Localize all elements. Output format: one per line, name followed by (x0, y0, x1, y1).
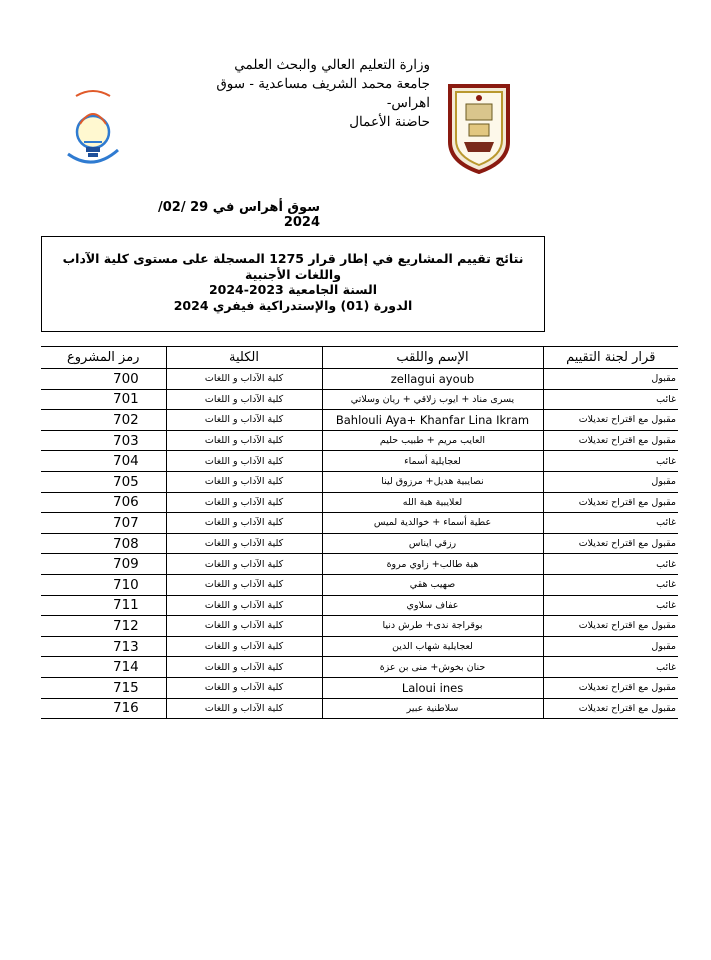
table-row (41, 451, 678, 472)
incubator-name: حاضنة الأعمال (349, 114, 430, 130)
decision-cell: مقبول مع اقتراح تعديلات (543, 616, 678, 637)
table-row (41, 574, 678, 595)
faculty-cell: كلية الآداب و اللغات (166, 369, 322, 390)
university-crest-icon (450, 86, 508, 172)
faculty-cell: كلية الآداب و اللغات (166, 513, 322, 534)
decision-cell: مقبول مع اقتراح تعديلات (543, 430, 678, 451)
name-cell: سلاطنية عبير (322, 698, 543, 719)
code-cell: 711 (41, 595, 166, 616)
name-cell: عطية أسماء + خوالدية لميس (322, 513, 543, 534)
name-cell: لعلايبية هبة الله (322, 492, 543, 513)
faculty-cell: كلية الآداب و اللغات (166, 533, 322, 554)
faculty-cell: كلية الآداب و اللغات (166, 636, 322, 657)
faculty-cell: كلية الآداب و اللغات (166, 595, 322, 616)
header-decision: قرار لجنة التقييم (543, 347, 678, 369)
name-cell: هبة طالب+ زاوي مروة (322, 554, 543, 575)
university-name: جامعة محمد الشريف مساعدية - سوق اهراس- (216, 76, 430, 111)
table-row (41, 389, 678, 410)
faculty-cell: كلية الآداب و اللغات (166, 616, 322, 637)
table-row (41, 595, 678, 616)
decision-cell: مقبول مع اقتراح تعديلات (543, 698, 678, 719)
decision-cell: غائب (543, 595, 678, 616)
decision-cell: غائب (543, 657, 678, 678)
decision-cell: مقبول (543, 636, 678, 657)
faculty-cell: كلية الآداب و اللغات (166, 492, 322, 513)
results-title-box (41, 236, 545, 332)
decision-cell: غائب (543, 451, 678, 472)
table-row (41, 554, 678, 575)
faculty-cell: كلية الآداب و اللغات (166, 657, 322, 678)
code-cell: 710 (41, 574, 166, 595)
name-cell: بوقراجة ندى+ طرش دنيا (322, 616, 543, 637)
code-cell: 708 (41, 533, 166, 554)
table-row (41, 698, 678, 719)
faculty-cell: كلية الآداب و اللغات (166, 430, 322, 451)
faculty-cell: كلية الآداب و اللغات (166, 471, 322, 492)
header-name: الإسم واللقب (322, 347, 543, 369)
table-row (41, 636, 678, 657)
faculty-cell: كلية الآداب و اللغات (166, 677, 322, 698)
name-cell: عفاف سلاوي (322, 595, 543, 616)
code-cell: 700 (41, 369, 166, 390)
name-cell: حنان بخوش+ منى بن عزة (322, 657, 543, 678)
faculty-cell: كلية الآداب و اللغات (166, 698, 322, 719)
institution-header (190, 56, 430, 132)
name-cell: لعجايلية شهاب الدين (322, 636, 543, 657)
table-row (41, 430, 678, 451)
faculty-cell: كلية الآداب و اللغات (166, 451, 322, 472)
table-header-row (41, 347, 678, 369)
decision-cell: مقبول مع اقتراح تعديلات (543, 677, 678, 698)
faculty-cell: كلية الآداب و اللغات (166, 389, 322, 410)
decision-cell: غائب (543, 554, 678, 575)
table-row (41, 657, 678, 678)
title-line-1: نتائج تقييم المشاريع في إطار قرار 1275 المسجلة على مستوى كلية الآداب واللغات الأجنبية (62, 251, 524, 282)
name-cell: نصايبية هديل+ مرزوق لينا (322, 471, 543, 492)
decision-cell: غائب (543, 574, 678, 595)
name-cell: رزقي ايناس (322, 533, 543, 554)
decision-cell: مقبول (543, 369, 678, 390)
code-cell: 705 (41, 471, 166, 492)
decision-cell: مقبول (543, 471, 678, 492)
code-cell: 702 (41, 410, 166, 431)
code-cell: 716 (41, 698, 166, 719)
faculty-cell: كلية الآداب و اللغات (166, 554, 322, 575)
decision-cell: مقبول مع اقتراح تعديلات (543, 533, 678, 554)
code-cell: 709 (41, 554, 166, 575)
decision-cell: مقبول مع اقتراح تعديلات (543, 492, 678, 513)
title-line-2: السنة الجامعية 2023-2024 (208, 282, 378, 297)
name-cell: صهيب هقي (322, 574, 543, 595)
lightbulb-icon (68, 91, 118, 162)
code-cell: 707 (41, 513, 166, 534)
code-cell: 706 (41, 492, 166, 513)
table-row (41, 513, 678, 534)
decision-cell: مقبول مع اقتراح تعديلات (543, 410, 678, 431)
header-code: رمز المشروع (41, 347, 166, 369)
code-cell: 713 (41, 636, 166, 657)
table-row (41, 677, 678, 698)
table-row (41, 471, 678, 492)
code-cell: 714 (41, 657, 166, 678)
decision-cell: غائب (543, 389, 678, 410)
title-line-3: الدورة (01) والإستدراكية فيفري 2024 (173, 297, 413, 313)
table-row (41, 492, 678, 513)
header-faculty: الكلية (166, 347, 322, 369)
name-cell: Laloui ines (322, 677, 543, 698)
code-cell: 704 (41, 451, 166, 472)
ministry-name: وزارة التعليم العالي والبحث العلمي (234, 57, 430, 73)
table-row (41, 369, 678, 390)
code-cell: 715 (41, 677, 166, 698)
table-body (41, 369, 678, 719)
table-row (41, 533, 678, 554)
faculty-cell: كلية الآداب و اللغات (166, 410, 322, 431)
decision-cell: غائب (543, 513, 678, 534)
name-cell: Bahlouli Aya+ Khanfar Lina Ikram (322, 410, 543, 431)
table-row (41, 616, 678, 637)
name-cell: لعجايلية أسماء (322, 451, 543, 472)
incubator-logo (62, 84, 124, 170)
name-cell: العايب مريم + طبيب حليم (322, 430, 543, 451)
code-cell: 701 (41, 389, 166, 410)
results-table (41, 346, 678, 719)
date-line: سوق أهراس في 29 /02/ 2024 (158, 200, 320, 230)
code-cell: 703 (41, 430, 166, 451)
faculty-cell: كلية الآداب و اللغات (166, 574, 322, 595)
university-emblem (446, 80, 512, 174)
code-cell: 712 (41, 616, 166, 637)
table-row (41, 410, 678, 431)
name-cell: zellagui ayoub (322, 369, 543, 390)
name-cell: يسرى مناد + ايوب زلاقي + ريان وسلاتي (322, 389, 543, 410)
